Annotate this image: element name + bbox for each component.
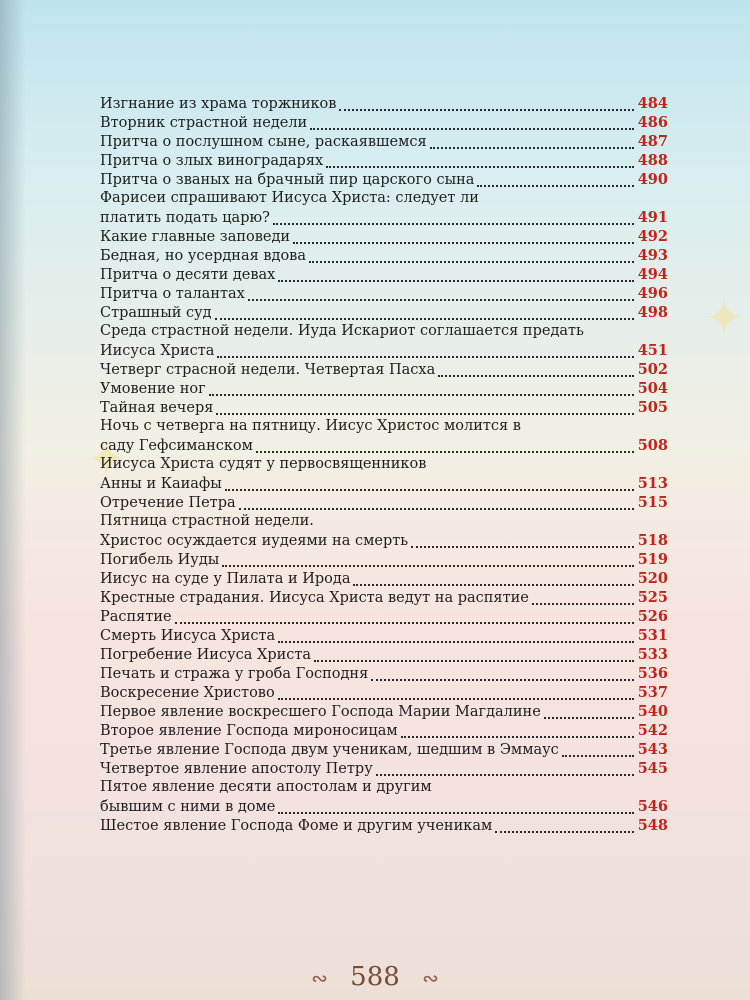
toc-entry[interactable]	[100, 360, 668, 379]
toc-entry-page: 525	[637, 589, 668, 606]
toc-entry-title: Второе явление Господа мироносицам	[100, 723, 398, 739]
toc-entry-title: Погибель Иуды	[100, 552, 220, 568]
toc-leader-dots	[175, 618, 634, 624]
toc-entry-title: Умовение ног	[100, 381, 206, 397]
toc-leader-dots	[278, 808, 633, 814]
toc-leader-dots	[562, 751, 634, 757]
toc-entry-title: Бедная, но усердная вдова	[100, 248, 306, 264]
toc-entry-title: Среда страстной недели. Иуда Искариот соглашается предать	[100, 323, 584, 339]
toc-leader-dots	[326, 162, 634, 168]
toc-entry[interactable]	[100, 702, 668, 721]
toc-entry-line	[100, 607, 668, 626]
toc-entry-line	[100, 645, 668, 664]
toc-entry[interactable]	[100, 170, 668, 189]
toc-entry[interactable]	[100, 132, 668, 151]
toc-entry-title: Шестое явление Господа Фоме и другим ученикам	[100, 818, 493, 834]
toc-entry-title: Анны и Каиафы	[100, 476, 222, 492]
toc-entry-page: 504	[637, 380, 668, 397]
toc-entry-title: Притча о талантах	[100, 286, 245, 302]
toc-entry-page: 498	[637, 304, 668, 321]
toc-entry[interactable]	[100, 569, 668, 588]
toc-leader-dots	[256, 447, 634, 453]
toc-entry-line	[100, 702, 668, 721]
toc-entry-line	[100, 303, 668, 322]
page-edge-shadow	[0, 0, 26, 1000]
toc-leader-dots	[215, 314, 634, 320]
toc-entry-page: 533	[637, 646, 668, 663]
toc-entry-line	[100, 493, 668, 512]
toc-entry-line	[100, 721, 668, 740]
toc-entry-title: Притча о десяти девах	[100, 267, 276, 283]
toc-entry-page: 520	[637, 570, 668, 587]
toc-entry-title: Вторник страстной недели	[100, 115, 308, 131]
toc-leader-dots	[217, 352, 633, 358]
toc-entry-line	[100, 626, 668, 645]
toc-entry[interactable]	[100, 607, 668, 626]
toc-entry-page: 486	[637, 114, 668, 131]
toc-entry[interactable]	[100, 284, 668, 303]
toc-entry-title: Пятница страстной недели.	[100, 513, 314, 529]
toc-entry-page: 536	[637, 665, 668, 682]
toc-entry-line	[100, 436, 668, 455]
toc-leader-dots	[544, 713, 634, 719]
toc-entry-page: 546	[637, 798, 668, 815]
toc-leader-dots	[438, 371, 633, 377]
toc-entry-line	[100, 569, 668, 588]
toc-entry[interactable]	[100, 455, 668, 493]
toc-entry-title: саду Гефсиманском	[100, 438, 253, 454]
toc-entry-page: 487	[637, 133, 668, 150]
toc-entry-page: 493	[637, 247, 668, 264]
toc-leader-dots	[309, 257, 634, 263]
toc-entry-line	[100, 189, 668, 208]
toc-entry[interactable]	[100, 94, 668, 113]
toc-leader-dots	[430, 143, 634, 149]
toc-entry[interactable]	[100, 398, 668, 417]
toc-entry[interactable]	[100, 778, 668, 816]
toc-entry-page: 548	[637, 817, 668, 834]
toc-entry-line	[100, 360, 668, 379]
toc-entry-page: 491	[637, 209, 668, 226]
toc-entry[interactable]	[100, 664, 668, 683]
toc-entry[interactable]	[100, 683, 668, 702]
toc-entry-page: 545	[637, 760, 668, 777]
toc-entry-page: 484	[637, 95, 668, 112]
toc-entry-page: 518	[637, 532, 668, 549]
toc-entry[interactable]	[100, 512, 668, 550]
toc-entry-line	[100, 227, 668, 246]
toc-entry-line	[100, 797, 668, 816]
toc-entry-title: бывшим с ними в доме	[100, 799, 276, 815]
toc-entry-line	[100, 94, 668, 113]
toc-entry-title: Воскресение Христово	[100, 685, 275, 701]
toc-entry[interactable]	[100, 645, 668, 664]
toc-entry-title: Тайная вечеря	[100, 400, 214, 416]
toc-entry-title: Четвертое явление апостолу Петру	[100, 761, 373, 777]
toc-entry-line	[100, 550, 668, 569]
ornament-right-icon: ∾	[422, 966, 439, 990]
toc-entry-line	[100, 588, 668, 607]
toc-leader-dots	[401, 732, 634, 738]
toc-entry-page: 488	[637, 152, 668, 169]
toc-entry[interactable]	[100, 246, 668, 265]
toc-entry-page: 451	[637, 342, 668, 359]
toc-entry-line	[100, 474, 668, 493]
toc-entry[interactable]	[100, 721, 668, 740]
toc-entry-page: 494	[637, 266, 668, 283]
toc-entry[interactable]	[100, 417, 668, 455]
toc-entry-line	[100, 683, 668, 702]
toc-leader-dots	[314, 656, 634, 662]
toc-leader-dots	[222, 561, 633, 567]
toc-entry[interactable]	[100, 493, 668, 512]
toc-entry-page: 508	[637, 437, 668, 454]
toc-entry-title: Распятие	[100, 609, 172, 625]
toc-entry-title: Какие главные заповеди	[100, 229, 291, 245]
toc-leader-dots	[532, 599, 634, 605]
toc-entry-title: Погребение Иисуса Христа	[100, 647, 312, 663]
toc-entry-title: Притча о злых виноградарях	[100, 153, 324, 169]
toc-entry-title: платить подать царю?	[100, 210, 270, 226]
toc-entry-line	[100, 132, 668, 151]
toc-entry[interactable]	[100, 740, 668, 759]
toc-leader-dots	[273, 219, 634, 225]
toc-entry-title: Смерть Иисуса Христа	[100, 628, 276, 644]
toc-entry-title: Ночь с четверга на пятницу. Иисус Христос молится в	[100, 418, 521, 434]
toc-entry-page: 513	[637, 475, 668, 492]
toc-entry-line	[100, 379, 668, 398]
toc-leader-dots	[216, 409, 633, 415]
toc-entry-title: Изгнание из храма торжников	[100, 96, 337, 112]
toc-entry-title: Первое явление воскресшего Господа Марии Магдалине	[100, 704, 541, 720]
toc-entry-page: 496	[637, 285, 668, 302]
toc-entry-title: Притча о послушном сыне, раскаявшемся	[100, 134, 427, 150]
table-of-contents	[100, 94, 668, 835]
toc-entry-line	[100, 170, 668, 189]
toc-entry-page: 531	[637, 627, 668, 644]
toc-entry-title: Страшный суд	[100, 305, 212, 321]
toc-leader-dots	[293, 238, 634, 244]
toc-entry-page: 515	[637, 494, 668, 511]
toc-entry-line	[100, 113, 668, 132]
toc-entry-line	[100, 664, 668, 683]
decorative-star-icon: ✦	[86, 432, 127, 488]
decorative-star-icon: ✦	[704, 290, 745, 346]
toc-entry-page: 492	[637, 228, 668, 245]
toc-entry[interactable]	[100, 550, 668, 569]
toc-entry[interactable]	[100, 379, 668, 398]
toc-entry-title: Иисус на суде у Пилата и Ирода	[100, 571, 351, 587]
toc-entry-line	[100, 151, 668, 170]
toc-entry-title: Христос осуждается иудеями на смерть	[100, 533, 409, 549]
toc-leader-dots	[376, 770, 634, 776]
toc-entry-title: Печать и стража у гроба Господня	[100, 666, 369, 682]
toc-leader-dots	[239, 504, 634, 510]
toc-leader-dots	[310, 124, 634, 130]
toc-entry[interactable]	[100, 227, 668, 246]
toc-entry-page: 490	[637, 171, 668, 188]
toc-entry-title: Крестные страдания. Иисуса Христа ведут на распятие	[100, 590, 529, 606]
toc-leader-dots	[278, 637, 634, 643]
toc-entry-line	[100, 265, 668, 284]
toc-entry[interactable]	[100, 588, 668, 607]
toc-entry-line	[100, 816, 668, 835]
toc-entry[interactable]	[100, 626, 668, 645]
page-number: 588	[350, 962, 400, 992]
toc-entry[interactable]	[100, 265, 668, 284]
toc-entry-page: 542	[637, 722, 668, 739]
toc-entry-page: 502	[637, 361, 668, 378]
toc-entry[interactable]	[100, 189, 668, 227]
toc-leader-dots	[278, 694, 634, 700]
toc-entry[interactable]	[100, 322, 668, 360]
toc-entry-title: Третье явление Господа двум ученикам, шедшим в Эммаус	[100, 742, 559, 758]
page-footer	[0, 964, 750, 991]
toc-entry-title: Фарисеи спрашивают Иисуса Христа: следует ли	[100, 190, 479, 206]
toc-entry-page: 526	[637, 608, 668, 625]
toc-entry[interactable]	[100, 113, 668, 132]
toc-leader-dots	[353, 580, 633, 586]
toc-entry-title: Отречение Петра	[100, 495, 236, 511]
toc-leader-dots	[225, 485, 634, 491]
toc-entry-line	[100, 759, 668, 778]
toc-entry-line	[100, 246, 668, 265]
toc-entry-page: 540	[637, 703, 668, 720]
toc-leader-dots	[278, 276, 633, 282]
toc-entry[interactable]	[100, 303, 668, 322]
toc-entry-line	[100, 398, 668, 417]
toc-entry-line	[100, 284, 668, 303]
toc-entry-line	[100, 455, 668, 474]
toc-entry-title: Иисуса Христа судят у первосвященников	[100, 456, 427, 472]
toc-entry-line	[100, 778, 668, 797]
toc-entry-line	[100, 322, 668, 341]
toc-entry-line	[100, 740, 668, 759]
toc-entry-title: Притча о званых на брачный пир царского сына	[100, 172, 475, 188]
ornament-left-icon: ∾	[311, 966, 328, 990]
toc-leader-dots	[339, 105, 633, 111]
toc-entry-title: Четверг страсной недели. Четвертая Пасха	[100, 362, 436, 378]
toc-entry-line	[100, 208, 668, 227]
toc-leader-dots	[495, 827, 633, 833]
toc-entry-page: 505	[637, 399, 668, 416]
toc-leader-dots	[477, 181, 633, 187]
toc-leader-dots	[248, 295, 634, 301]
toc-entry-line	[100, 531, 668, 550]
toc-entry-title: Иисуса Христа	[100, 343, 215, 359]
toc-leader-dots	[371, 675, 633, 681]
toc-entry-line	[100, 417, 668, 436]
toc-entry[interactable]	[100, 151, 668, 170]
toc-entry-title: Пятое явление десяти апостолам и другим	[100, 779, 432, 795]
toc-entry-line	[100, 512, 668, 531]
toc-leader-dots	[209, 390, 634, 396]
toc-entry-page: 543	[637, 741, 668, 758]
toc-entry-line	[100, 341, 668, 360]
toc-leader-dots	[411, 542, 634, 548]
toc-entry-page: 537	[637, 684, 668, 701]
toc-entry-page: 519	[637, 551, 668, 568]
toc-entry[interactable]	[100, 759, 668, 778]
toc-entry[interactable]	[100, 816, 668, 835]
